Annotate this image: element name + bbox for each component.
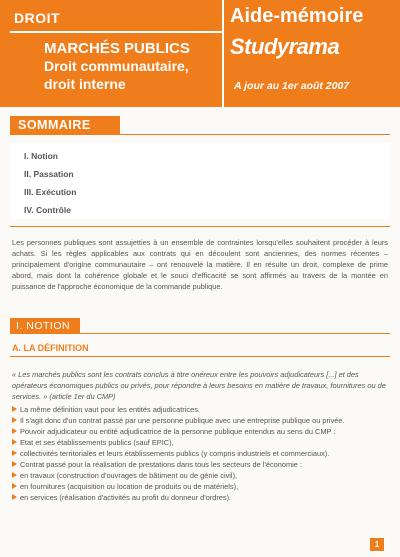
section-separator (10, 226, 390, 227)
intro-paragraph: Les personnes publiques sont assujetties à un ensemble de contraintes lorsqu'elles souhaitent procéder à leurs achats. Si les règles applicables aux contrats qui en découlent sont anciennes, des normes récentes – principalement d'origine communautaire – ont renouvelé la matière. Il en résulte un droit, complexe de prime abord, mais dont la cohérence globale et le souci d'efficacité se sont affirmés au travers de la montée en puissance de l'approche économique de la commande publique. (12, 238, 388, 291)
arrow-bullet-icon (12, 472, 17, 478)
header-band (0, 0, 400, 107)
list-item (12, 459, 302, 470)
arrow-bullet-icon (12, 494, 17, 500)
list-item (12, 492, 231, 503)
series-name: Aide-mémoire (230, 5, 364, 27)
section-rule (80, 333, 390, 334)
header-vertical-divider (222, 0, 224, 107)
arrow-bullet-icon (12, 483, 17, 489)
list-item (12, 415, 345, 426)
sommaire-heading (10, 116, 120, 135)
toc-item: III. Exécution (24, 187, 77, 197)
arrow-bullet-icon (12, 450, 17, 456)
list-item-text: Etat et ses établissements publics (sauf EPIC), (20, 438, 174, 447)
main-title: MARCHÉS PUBLICS (44, 40, 190, 57)
list-item-text: Contrat passé pour la réalisation de prestations dans tous les secteurs de l'économie : (20, 460, 303, 469)
arrow-bullet-icon (12, 406, 17, 412)
arrow-bullet-icon (12, 461, 17, 467)
subtitle-line2: droit interne (44, 76, 126, 92)
arrow-bullet-icon (12, 439, 17, 445)
subtitle-line1: Droit communautaire, (44, 58, 189, 74)
subsection-heading: A. LA DÉFINITION (12, 343, 89, 353)
toc-item: I. Notion (24, 151, 58, 161)
list-item-text: Pouvoir adjudicateur ou entité adjudicatrice de la personne publique entendus au sens du CMP : (20, 427, 336, 436)
definition-quote: « Les marchés publics sont les contrats conclus à titre onéreux entre les pouvoirs adjudicateurs [...] et des opérateurs économiques publics ou privés, pour répondre à leurs besoins en matière de travaux, fournitures ou de services. » (article 1er du CMP) (12, 370, 386, 401)
list-item-text: en travaux (construction d'ouvrages de bâtiment ou de génie civil), (20, 471, 238, 480)
arrow-bullet-icon (12, 417, 17, 423)
list-item (12, 404, 200, 415)
list-item (12, 437, 174, 448)
table-of-contents (10, 143, 390, 219)
brand-name: Studyrama (230, 34, 340, 59)
list-item-text: La même définition vaut pour les entités adjudicatrices. (20, 405, 200, 414)
arrow-bullet-icon (12, 428, 17, 434)
list-item-text: en services (réalisation d'activités au profit du donneur d'ordres). (20, 493, 232, 502)
subsection-rule (10, 356, 390, 357)
header-divider (10, 31, 222, 33)
section-heading (10, 318, 80, 334)
page-number: 1 (370, 538, 384, 551)
list-item-text: en fournitures (acquisition ou location de produits ou de matériels), (20, 482, 239, 491)
list-item-text: collectivités territoriales et leurs établissements publics (y compris industriels et commerciaux). (20, 449, 330, 458)
list-item (12, 481, 238, 492)
toc-item: II. Passation (24, 169, 74, 179)
section-heading-label: I. NOTION (16, 320, 71, 332)
list-item (12, 448, 329, 459)
list-item (12, 426, 335, 437)
sommaire-label: SOMMAIRE (18, 118, 91, 132)
update-date: A jour au 1er août 2007 (234, 80, 350, 92)
sommaire-rule (120, 134, 390, 135)
list-item-text: Il s'agit donc d'un contrat passé par une personne publique avec une entreprise publique ou privée. (20, 416, 345, 425)
section-label: DROIT (14, 10, 61, 26)
brand-logo (230, 34, 370, 60)
toc-item: IV. Contrôle (24, 205, 71, 215)
list-item (12, 470, 237, 481)
header-left (10, 0, 220, 107)
